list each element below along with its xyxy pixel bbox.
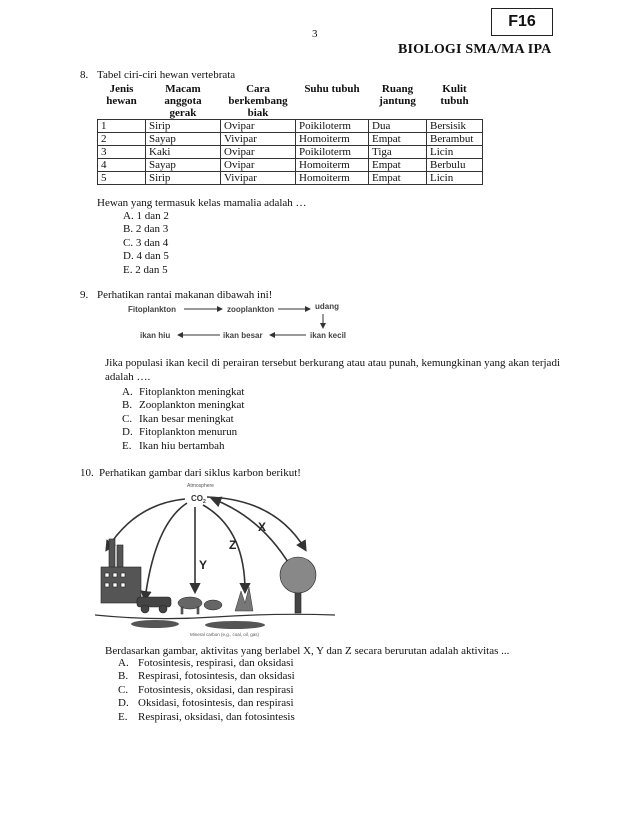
chain-udang: udang [315,302,339,311]
table-cell: Homoiterm [296,172,369,185]
q9-question: Jika populasi ikan kecil di perairan tersebut berkurang atau atau punah, kemungkinan yang akan terjadi adalah …. [105,357,560,383]
label-z: Z [229,538,237,552]
table-cell: Sirip [146,172,221,185]
table-cell: Tiga [369,146,427,159]
q10-option-e[interactable]: E. Respirasi, oksidasi, dan fotosintesis [118,710,295,723]
q8-question: Hewan yang termasuk kelas mamalia adalah … [97,197,307,209]
table-header-cell: Ruang jantung [379,83,416,107]
q10-number: 10. [80,467,94,479]
table-header-row [98,83,483,120]
arrow-car [145,503,187,599]
q8-option-e[interactable]: E. 2 dan 5 [123,263,168,276]
table-header-cell: Cara berkembang biak [228,83,288,119]
q9-option-b[interactable]: B. Zooplankton meningkat [122,399,245,412]
chain-ikan-besar: ikan besar [223,331,263,340]
chain-ikan-kecil: ikan kecil [310,331,347,340]
co2-label: $CO_2$ [191,494,206,505]
q10-option-c[interactable]: C. Fotosintesis, oksidasi, dan respirasi [118,683,294,696]
table-cell: Ovipar [221,120,296,133]
chain-zooplankton: zooplankton [227,305,275,314]
table-cell: Sayap [146,159,221,172]
table-cell: Berambut [427,133,483,146]
q8-option-a[interactable]: A. 1 dan 2 [123,210,169,222]
q9-number: 9. [80,289,89,301]
q8-options [123,210,169,277]
table-header-cell: Kulit tubuh [440,83,469,107]
table-cell: Sayap [146,133,221,146]
q10-question: Berdasarkan gambar, aktivitas yang berlabel X, Y dan Z secara berurutan adalah aktivitas ... [105,645,510,657]
q8-option-d[interactable]: D. 4 dan 5 [123,250,169,263]
q8-stem: Tabel ciri-ciri hewan vertebrata [97,69,236,81]
table-header-cell: Macam anggota gerak [164,83,202,119]
q8-option-b[interactable]: B. 2 dan 3 [123,223,169,236]
table-row [98,172,483,185]
table-cell: Empat [369,159,427,172]
q10-option-b[interactable]: B. Respirasi, fotosintesis, dan oksidasi [118,670,295,683]
food-chain-diagram [120,300,360,345]
animals-icon [178,597,222,614]
q10-options [118,657,295,724]
tree-icon [280,557,316,613]
table-cell: Empat [369,133,427,146]
table-body [98,120,483,185]
q10-option-d[interactable]: D. Oksidasi, fotosintesis, dan respirasi [118,697,294,710]
table-cell: Sirip [146,120,221,133]
fire-icon [235,587,253,611]
table-row [98,120,483,133]
q9-option-c[interactable]: C. Ikan besar meningkat [122,412,234,425]
chain-ikan-hiu: ikan hiu [140,331,171,340]
table-cell: Homoiterm [296,159,369,172]
arrow-x [213,499,295,574]
arrow-factory [107,499,185,549]
q10-stem: Perhatikan gambar dari siklus karbon berikut! [99,467,301,479]
diagram-atmosphere-label: Atmosphere [187,483,214,489]
q10-option-a[interactable]: A. Fotosintesis, respirasi, dan oksidasi [118,657,294,669]
table-cell: 2 [98,133,146,146]
carbon-cycle-diagram [95,479,335,639]
table-cell: Licin [427,172,483,185]
table-row [98,146,483,159]
q8-option-c[interactable]: C. 3 dan 4 [123,236,169,249]
vertebrate-table [97,83,483,185]
arrow-tree [207,497,305,549]
mineral-carbon-deposits [131,620,265,629]
table-cell: Poikiloterm [296,120,369,133]
subject-title: BIOLOGI SMA/MA IPA [398,42,552,57]
q9-options [122,386,244,453]
table-cell: 1 [98,120,146,133]
q9-option-d[interactable]: D. Fitoplankton menurun [122,426,238,439]
table-header-cell: Suhu tubuh [304,83,360,95]
page-number: 3 [312,28,318,40]
table-cell: 4 [98,159,146,172]
q9-option-a[interactable]: A. Fitoplankton meningkat [122,386,245,398]
ground-line [95,614,335,618]
label-y: Y [199,558,208,572]
table-cell: Ovipar [221,159,296,172]
q9-option-e[interactable]: E. Ikan hiu bertambah [122,439,225,452]
table-cell: 5 [98,172,146,185]
table-cell: 3 [98,146,146,159]
car-icon [137,597,171,613]
table-cell: Homoiterm [296,133,369,146]
table-cell: Kaki [146,146,221,159]
mineral-carbon-label: Mineral carbon (e.g., coal, oil, gas) [190,632,260,637]
q8-number: 8. [80,69,89,81]
table-cell: Dua [369,120,427,133]
table-cell: Poikiloterm [296,146,369,159]
table-cell: Licin [427,146,483,159]
table-cell: Bersisik [427,120,483,133]
table-row [98,133,483,146]
paper-code-box: F16 [491,8,553,36]
table-cell: Vivipar [221,172,296,185]
table-cell: Empat [369,172,427,185]
label-x: X [258,520,267,534]
table-row [98,159,483,172]
table-cell: Ovipar [221,146,296,159]
arrow-z [203,505,245,591]
chain-fitoplankton: Fitoplankton [128,305,176,314]
table-header-cell: Jenis hewan [106,83,137,107]
table-cell: Berbulu [427,159,483,172]
q9-stem: Perhatikan rantai makanan dibawah ini! [97,289,273,301]
table-cell: Vivipar [221,133,296,146]
